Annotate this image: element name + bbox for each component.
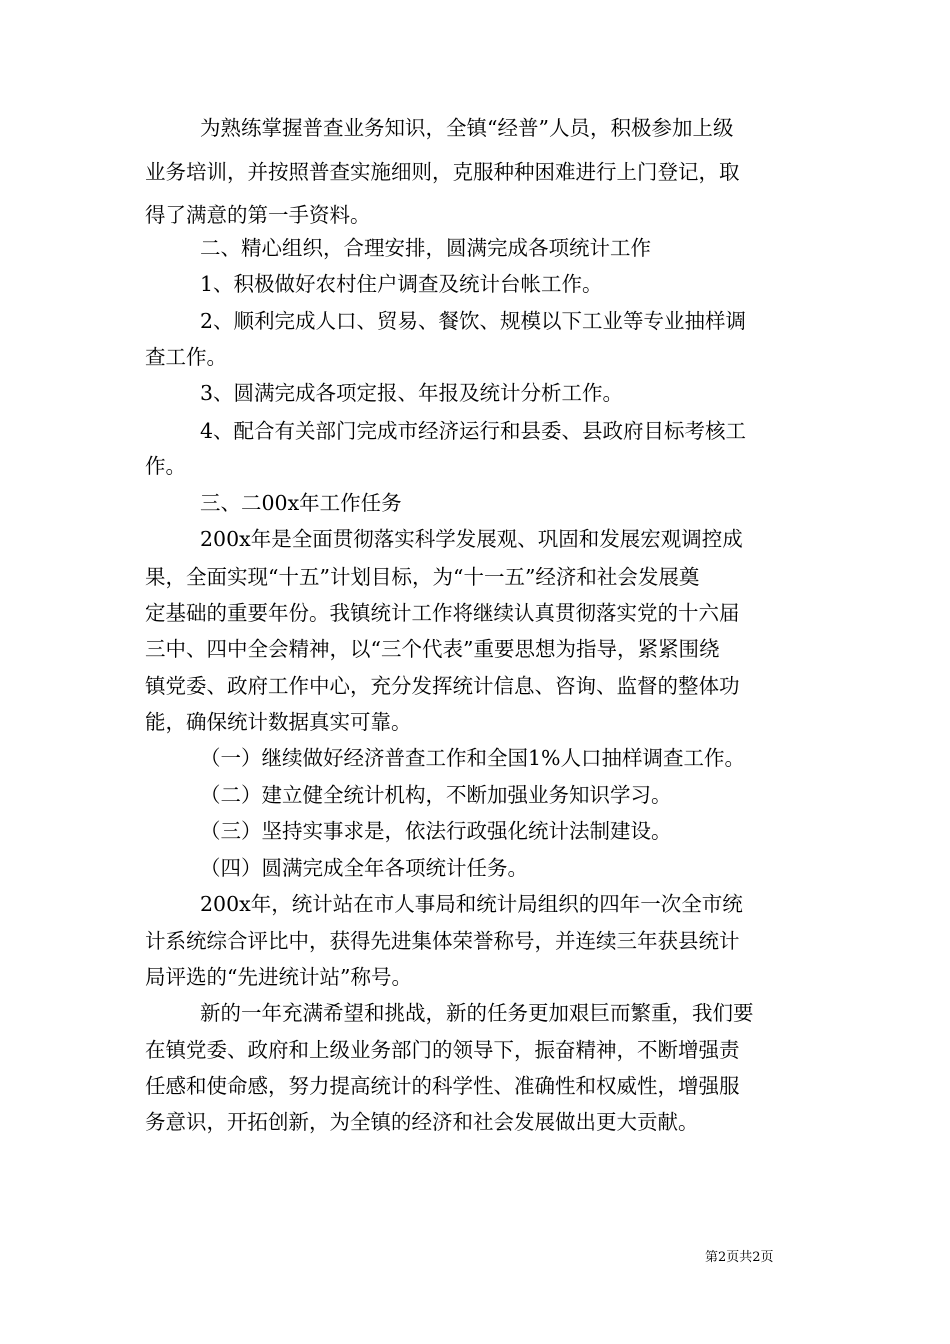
list-item: （二）建立健全统计机构，不断加强业务知识学习。 — [200, 783, 672, 807]
paragraph-line: 三中、四中全会精神，以“三个代表”重要思想为指导，紧紧围绕 — [145, 637, 720, 661]
list-item: 1、积极做好农村住户调查及统计台帐工作。 — [200, 272, 603, 296]
list-item: （三）坚持实事求是，依法行政强化统计法制建设。 — [200, 819, 672, 843]
list-item: （四）圆满完成全年各项统计任务。 — [200, 856, 528, 880]
paragraph-line: 在镇党委、政府和上级业务部门的领导下，振奋精神，不断增强责 — [145, 1038, 740, 1062]
paragraph-line: 局评选的“先进统计站”称号。 — [145, 965, 412, 989]
section-heading: 三、二00x年工作任务 — [200, 491, 402, 515]
paragraph-line: 果，全面实现“十五”计划目标，为“十一五”经济和社会发展奠 — [145, 565, 700, 589]
paragraph-line: 为熟练掌握普查业务知识，全镇“经普”人员，积极参加上级 — [200, 116, 734, 140]
paragraph-line: 200x年是全面贯彻落实科学发展观、巩固和发展宏观调控成 — [200, 527, 743, 551]
paragraph-line: 定基础的重要年份。我镇统计工作将继续认真贯彻落实党的十六届 — [145, 601, 740, 625]
list-item: 3、圆满完成各项定报、年报及统计分析工作。 — [200, 381, 624, 405]
list-item-continuation: 作。 — [145, 454, 186, 478]
paragraph-line: 新的一年充满希望和挑战，新的任务更加艰巨而繁重，我们要 — [200, 1001, 754, 1025]
paragraph-line: 镇党委、政府工作中心，充分发挥统计信息、咨询、监督的整体功 — [145, 674, 740, 698]
paragraph-line: 200x年，统计站在市人事局和统计局组织的四年一次全市统 — [200, 892, 743, 916]
list-item: （一）继续做好经济普查工作和全国1%人口抽样调查工作。 — [200, 746, 746, 770]
paragraph-line: 业务培训，并按照普查实施细则，克服种种困难进行上门登记，取 — [145, 160, 740, 184]
paragraph-line: 务意识，开拓创新，为全镇的经济和社会发展做出更大贡献。 — [145, 1110, 699, 1134]
paragraph-line: 得了满意的第一手资料。 — [145, 203, 371, 227]
paragraph-line: 能，确保统计数据真实可靠。 — [145, 710, 412, 734]
list-item-continuation: 查工作。 — [145, 345, 227, 369]
section-heading: 二、精心组织，合理安排，圆满完成各项统计工作 — [200, 236, 651, 260]
list-item: 2、顺利完成人口、贸易、餐饮、规模以下工业等专业抽样调 — [200, 309, 747, 333]
paragraph-line: 计系统综合评比中，获得先进集体荣誉称号，并连续三年获县统计 — [145, 929, 740, 953]
page-number: 第2页共2页 — [705, 1250, 774, 1265]
list-item: 4、配合有关部门完成市经济运行和县委、县政府目标考核工 — [200, 419, 747, 443]
paragraph-line: 任感和使命感，努力提高统计的科学性、准确性和权威性，增强服 — [145, 1074, 740, 1098]
